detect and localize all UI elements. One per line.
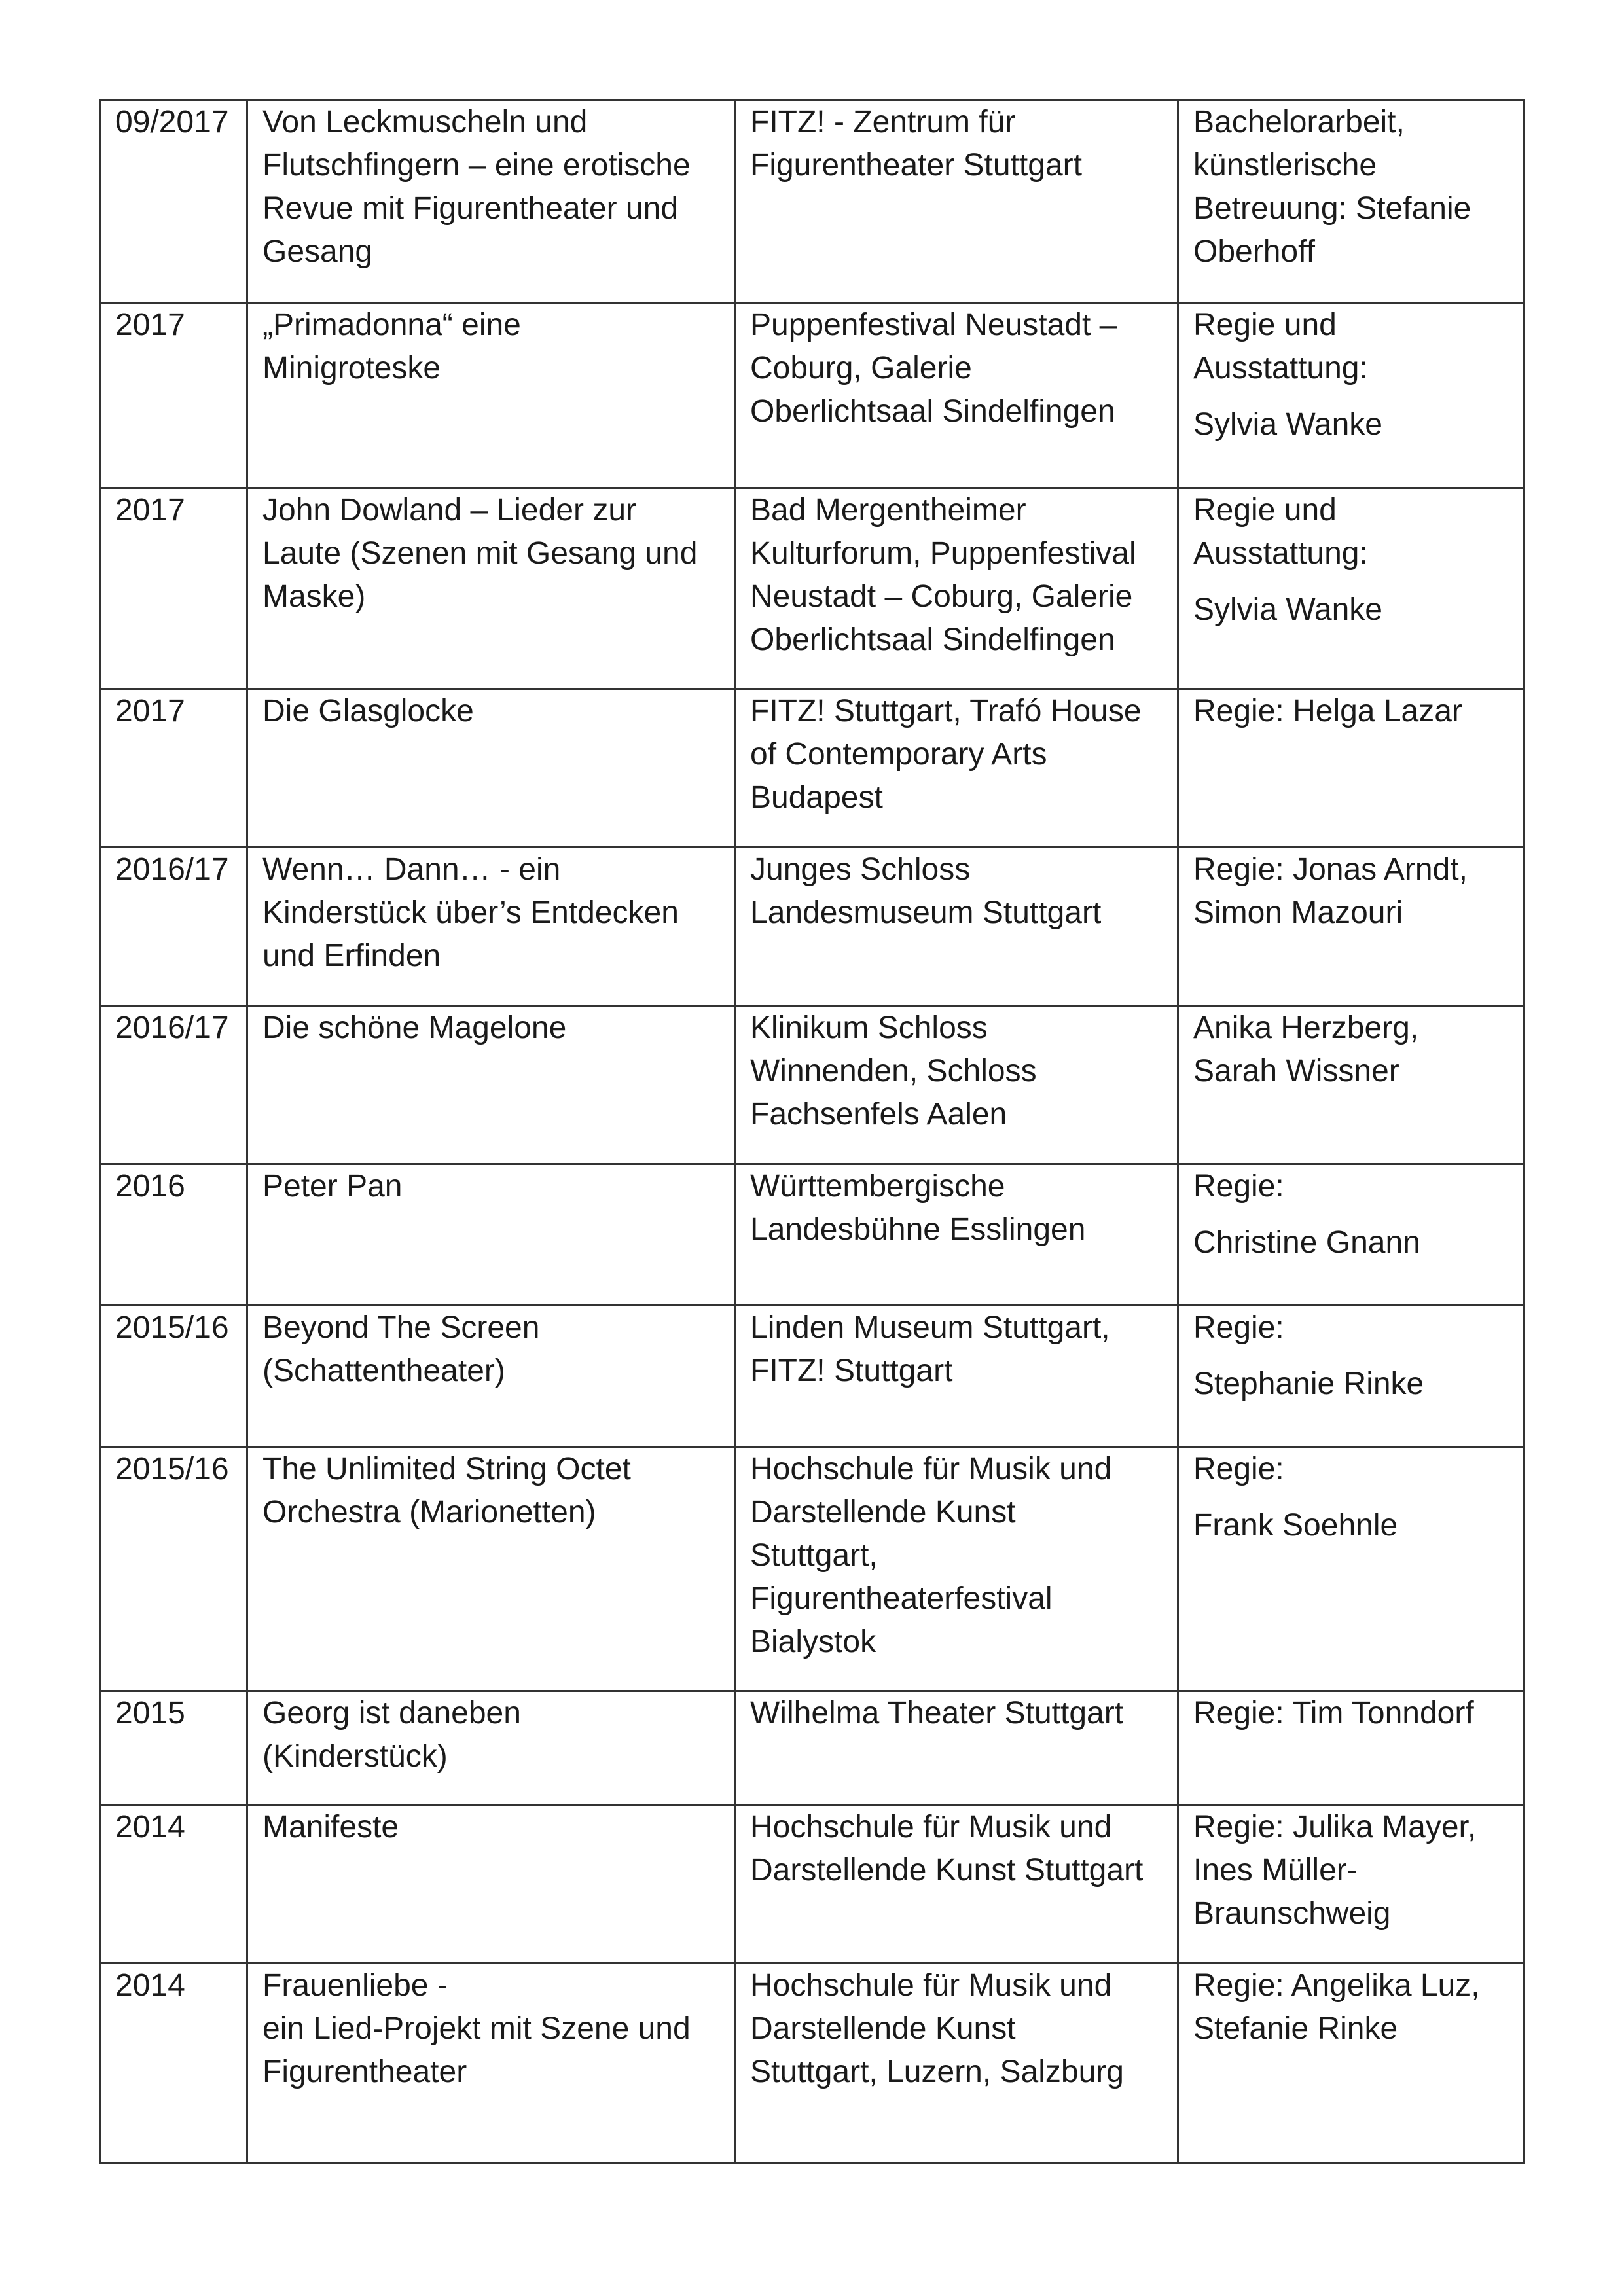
venue-line: FITZ! - Zentrum für bbox=[750, 105, 1016, 139]
date-text: 09/2017 bbox=[115, 105, 229, 139]
venue-line: Bad Mergentheimer bbox=[750, 493, 1026, 528]
table-row bbox=[100, 1447, 1525, 1691]
venue-line: Landesmuseum Stuttgart bbox=[750, 895, 1102, 930]
team-cell bbox=[1178, 488, 1525, 689]
venue-line: Coburg, Galerie bbox=[750, 351, 972, 386]
title-cell bbox=[247, 1805, 735, 1964]
title-line: Von Leckmuscheln und bbox=[262, 105, 588, 139]
venue-cell bbox=[735, 1964, 1178, 2164]
venue-cell bbox=[735, 1306, 1178, 1447]
venue-cell bbox=[735, 1805, 1178, 1964]
date-text: 2015/16 bbox=[115, 1310, 229, 1345]
venue-line: Württembergische bbox=[750, 1169, 1005, 1204]
title-line: Figurentheater bbox=[262, 2054, 467, 2089]
date-text: 2015 bbox=[115, 1696, 185, 1731]
team-cell bbox=[1178, 1691, 1525, 1805]
title-cell bbox=[247, 1691, 735, 1805]
date-cell bbox=[100, 689, 247, 848]
team-line: Sylvia Wanke bbox=[1193, 592, 1382, 627]
venue-line: Oberlichtsaal Sindelfingen bbox=[750, 394, 1115, 429]
title-line: Beyond The Screen bbox=[262, 1310, 540, 1345]
team-line: Regie: Jonas Arndt, bbox=[1193, 852, 1468, 887]
date-text: 2016 bbox=[115, 1169, 185, 1204]
date-cell bbox=[100, 1691, 247, 1805]
venue-cell bbox=[735, 848, 1178, 1006]
date-text: 2015/16 bbox=[115, 1452, 229, 1486]
title-cell bbox=[247, 1447, 735, 1691]
title-line: (Schattentheater) bbox=[262, 1354, 505, 1388]
title-cell bbox=[247, 1964, 735, 2164]
title-line: ein Lied-Projekt mit Szene und bbox=[262, 2011, 691, 2046]
venue-line: Klinikum Schloss bbox=[750, 1011, 988, 1045]
title-line: Kinderstück über’s Entdecken bbox=[262, 895, 679, 930]
venue-line: Oberlichtsaal Sindelfingen bbox=[750, 622, 1115, 657]
productions-table bbox=[99, 99, 1525, 2164]
team-line: Regie: Tim Tonndorf bbox=[1193, 1696, 1474, 1731]
table-row bbox=[100, 848, 1525, 1006]
venue-line: Kulturforum, Puppenfestival bbox=[750, 536, 1136, 571]
title-line: und Erfinden bbox=[262, 939, 441, 973]
date-cell bbox=[100, 488, 247, 689]
table-row bbox=[100, 303, 1525, 488]
team-line: Braunschweig bbox=[1193, 1896, 1391, 1931]
date-text: 2016/17 bbox=[115, 852, 229, 887]
table-row bbox=[100, 1306, 1525, 1447]
team-cell bbox=[1178, 848, 1525, 1006]
venue-line: Hochschule für Musik und bbox=[750, 1452, 1112, 1486]
date-text: 2014 bbox=[115, 1810, 185, 1844]
venue-line: Budapest bbox=[750, 780, 883, 815]
title-line: John Dowland – Lieder zur bbox=[262, 493, 637, 528]
date-text: 2017 bbox=[115, 694, 185, 728]
venue-line: Hochschule für Musik und bbox=[750, 1810, 1112, 1844]
table-row bbox=[100, 1164, 1525, 1306]
date-cell bbox=[100, 1306, 247, 1447]
title-cell bbox=[247, 848, 735, 1006]
venue-line: Linden Museum Stuttgart, bbox=[750, 1310, 1110, 1345]
title-cell bbox=[247, 100, 735, 303]
date-cell bbox=[100, 1964, 247, 2164]
team-cell bbox=[1178, 1306, 1525, 1447]
team-line: Regie und bbox=[1193, 493, 1337, 528]
title-cell bbox=[247, 1006, 735, 1164]
title-cell bbox=[247, 1306, 735, 1447]
venue-line: Landesbühne Esslingen bbox=[750, 1212, 1086, 1247]
venue-cell bbox=[735, 1691, 1178, 1805]
venue-cell bbox=[735, 689, 1178, 848]
venue-line: Figurentheaterfestival bbox=[750, 1581, 1053, 1616]
table-row bbox=[100, 689, 1525, 848]
team-line: Frank Soehnle bbox=[1193, 1508, 1398, 1543]
date-cell bbox=[100, 303, 247, 488]
team-cell bbox=[1178, 1164, 1525, 1306]
venue-cell bbox=[735, 1006, 1178, 1164]
table-row bbox=[100, 1805, 1525, 1964]
venue-cell bbox=[735, 1447, 1178, 1691]
title-line: Georg ist daneben bbox=[262, 1696, 521, 1731]
team-cell bbox=[1178, 303, 1525, 488]
team-line: Regie: bbox=[1193, 1452, 1284, 1486]
date-text: 2017 bbox=[115, 308, 185, 342]
table-row bbox=[100, 1691, 1525, 1805]
title-line: The Unlimited String Octet bbox=[262, 1452, 631, 1486]
date-text: 2014 bbox=[115, 1968, 185, 2003]
venue-line: Darstellende Kunst bbox=[750, 2011, 1016, 2046]
title-line: (Kinderstück) bbox=[262, 1739, 448, 1774]
title-line: Orchestra (Marionetten) bbox=[262, 1495, 596, 1530]
venue-line: Neustadt – Coburg, Galerie bbox=[750, 579, 1133, 614]
venue-cell bbox=[735, 100, 1178, 303]
venue-line: Stuttgart, Luzern, Salzburg bbox=[750, 2054, 1124, 2089]
team-line: Ausstattung: bbox=[1193, 536, 1368, 571]
venue-cell bbox=[735, 303, 1178, 488]
team-line: Regie: Angelika Luz, bbox=[1193, 1968, 1480, 2003]
title-line: Manifeste bbox=[262, 1810, 399, 1844]
title-line: Peter Pan bbox=[262, 1169, 403, 1204]
team-line: Christine Gnann bbox=[1193, 1225, 1420, 1260]
team-line: Oberhoff bbox=[1193, 234, 1315, 269]
team-cell bbox=[1178, 1006, 1525, 1164]
team-line: Betreuung: Stefanie bbox=[1193, 191, 1471, 226]
team-line: Sylvia Wanke bbox=[1193, 407, 1382, 442]
table-row bbox=[100, 100, 1525, 303]
title-cell bbox=[247, 689, 735, 848]
venue-line: Figurentheater Stuttgart bbox=[750, 148, 1082, 183]
venue-line: Winnenden, Schloss bbox=[750, 1054, 1037, 1088]
team-line: Regie: bbox=[1193, 1169, 1284, 1204]
title-line: Maske) bbox=[262, 579, 366, 614]
venue-line: Fachsenfels Aalen bbox=[750, 1097, 1007, 1132]
title-cell bbox=[247, 488, 735, 689]
title-line: Revue mit Figurentheater und bbox=[262, 191, 679, 226]
team-line: Anika Herzberg, bbox=[1193, 1011, 1419, 1045]
table-row bbox=[100, 1964, 1525, 2164]
title-line: Die schöne Magelone bbox=[262, 1011, 567, 1045]
venue-line: Darstellende Kunst bbox=[750, 1495, 1016, 1530]
venue-line: Wilhelma Theater Stuttgart bbox=[750, 1696, 1124, 1731]
date-cell bbox=[100, 100, 247, 303]
date-cell bbox=[100, 1447, 247, 1691]
productions-table-body bbox=[100, 100, 1525, 2164]
team-line: Ines Müller- bbox=[1193, 1853, 1358, 1888]
team-line: Stephanie Rinke bbox=[1193, 1367, 1424, 1401]
venue-line: FITZ! Stuttgart, Trafó House bbox=[750, 694, 1142, 728]
team-line: Sarah Wissner bbox=[1193, 1054, 1399, 1088]
venue-line: of Contemporary Arts bbox=[750, 737, 1047, 772]
venue-line: Puppenfestival Neustadt – bbox=[750, 308, 1117, 342]
title-line: Laute (Szenen mit Gesang und bbox=[262, 536, 698, 571]
venue-line: Junges Schloss bbox=[750, 852, 971, 887]
venue-cell bbox=[735, 1164, 1178, 1306]
title-line: Gesang bbox=[262, 234, 373, 269]
title-line: Wenn… Dann… - ein bbox=[262, 852, 561, 887]
team-line: Simon Mazouri bbox=[1193, 895, 1403, 930]
team-cell bbox=[1178, 100, 1525, 303]
title-line: Minigroteske bbox=[262, 351, 441, 386]
team-line: künstlerische bbox=[1193, 148, 1377, 183]
venue-cell bbox=[735, 488, 1178, 689]
title-line: Die Glasglocke bbox=[262, 694, 474, 728]
team-cell bbox=[1178, 689, 1525, 848]
team-line: Stefanie Rinke bbox=[1193, 2011, 1398, 2046]
team-cell bbox=[1178, 1447, 1525, 1691]
team-cell bbox=[1178, 1805, 1525, 1964]
title-line: „Primadonna“ eine bbox=[262, 308, 521, 342]
table-row bbox=[100, 1006, 1525, 1164]
venue-line: Hochschule für Musik und bbox=[750, 1968, 1112, 2003]
venue-line: Stuttgart, bbox=[750, 1538, 878, 1573]
title-cell bbox=[247, 303, 735, 488]
title-line: Flutschfingern – eine erotische bbox=[262, 148, 691, 183]
team-line: Regie und bbox=[1193, 308, 1337, 342]
table-row bbox=[100, 488, 1525, 689]
team-line: Regie: Julika Mayer, bbox=[1193, 1810, 1477, 1844]
date-cell bbox=[100, 1805, 247, 1964]
date-cell bbox=[100, 1164, 247, 1306]
team-line: Bachelorarbeit, bbox=[1193, 105, 1405, 139]
date-cell bbox=[100, 848, 247, 1006]
venue-line: Bialystok bbox=[750, 1624, 876, 1659]
venue-line: FITZ! Stuttgart bbox=[750, 1354, 953, 1388]
team-line: Regie: Helga Lazar bbox=[1193, 694, 1462, 728]
team-cell bbox=[1178, 1964, 1525, 2164]
date-text: 2016/17 bbox=[115, 1011, 229, 1045]
team-line: Ausstattung: bbox=[1193, 351, 1368, 386]
team-line: Regie: bbox=[1193, 1310, 1284, 1345]
date-cell bbox=[100, 1006, 247, 1164]
date-text: 2017 bbox=[115, 493, 185, 528]
title-line: Frauenliebe - bbox=[262, 1968, 448, 2003]
title-cell bbox=[247, 1164, 735, 1306]
venue-line: Darstellende Kunst Stuttgart bbox=[750, 1853, 1144, 1888]
